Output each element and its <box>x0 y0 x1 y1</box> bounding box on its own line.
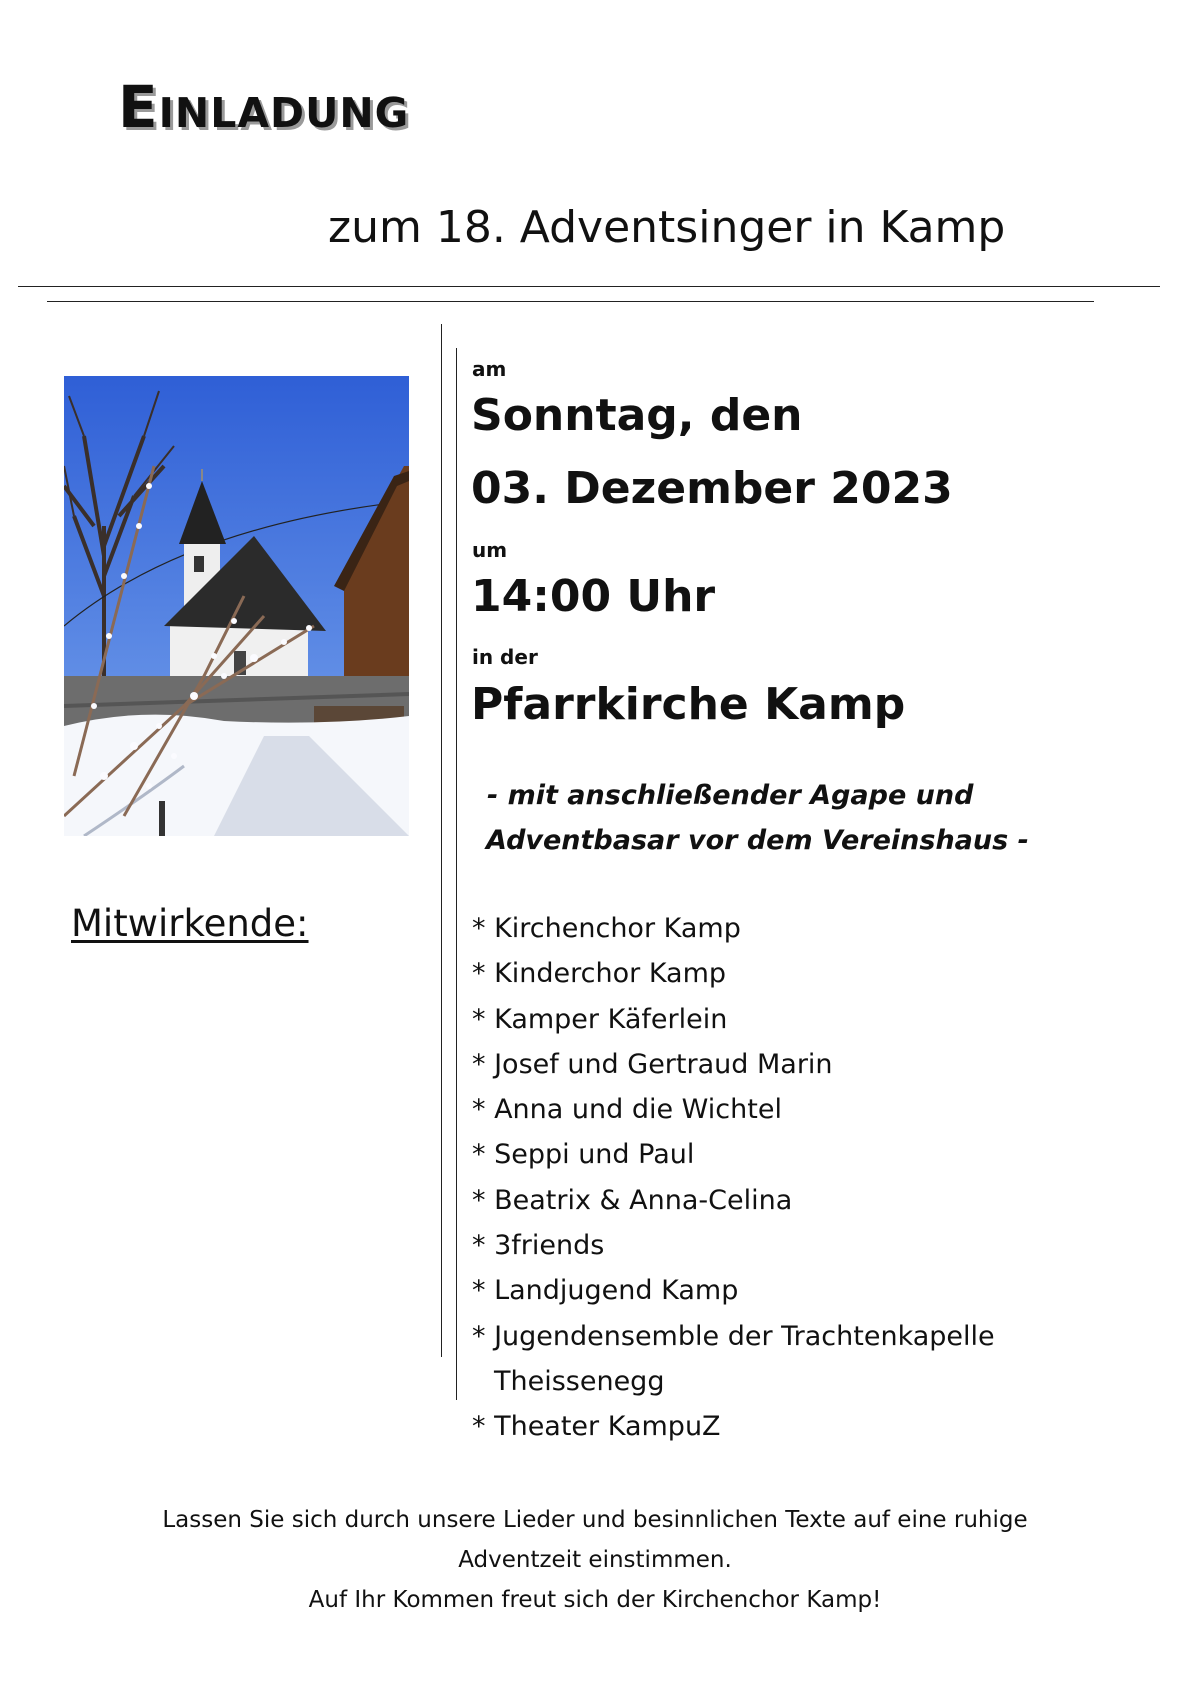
divider-second <box>47 301 1094 302</box>
church-photo <box>64 376 409 836</box>
label-am: am <box>472 357 507 381</box>
list-item: * Landjugend Kamp <box>472 1275 739 1307</box>
list-item: * Anna und die Wichtel <box>472 1094 782 1126</box>
agape-line-1: - mit anschließender Agape und <box>487 780 974 811</box>
event-date: 03. Dezember 2023 <box>471 463 953 514</box>
list-item: * Seppi und Paul <box>472 1139 695 1171</box>
divider-top <box>18 286 1160 287</box>
list-item: * Kinderchor Kamp <box>472 958 727 990</box>
event-place: Pfarrkirche Kamp <box>471 679 906 730</box>
list-item: * Kamper Käferlein <box>472 1003 728 1035</box>
column-divider-left <box>441 324 442 1357</box>
page-title: Einladung <box>118 73 410 141</box>
list-item: * Kirchenchor Kamp <box>472 913 741 944</box>
list-item: * Theater KampuZ <box>472 1411 721 1443</box>
column-divider-right <box>456 348 457 1400</box>
agape-line-2: Adventbasar vor dem Vereinshaus - <box>486 825 1029 856</box>
church-winter-photo-icon <box>64 376 409 836</box>
performers-heading: Mitwirkende: <box>71 902 309 945</box>
event-day: Sonntag, den <box>471 390 803 441</box>
label-um: um <box>472 538 508 562</box>
label-in-der: in der <box>472 645 538 669</box>
event-time: 14:00 Uhr <box>471 571 716 622</box>
list-item: * Josef und Gertraud Marin <box>472 1048 833 1080</box>
performers-list <box>472 906 995 1450</box>
list-item: * Beatrix & Anna-Celina <box>472 1184 793 1216</box>
footer-line-2: Adventzeit einstimmen. <box>458 1547 732 1573</box>
list-item: * 3friends <box>472 1230 605 1262</box>
page-subtitle: zum 18. Adventsinger in Kamp <box>328 202 1006 253</box>
list-item-continuation <box>472 1359 995 1404</box>
footer-line-1: Lassen Sie sich durch unsere Lieder und besinnlichen Texte auf eine ruhige <box>162 1507 1028 1533</box>
footer-text <box>0 1500 1190 1620</box>
list-item: * Jugendensemble der Trachtenkapelle <box>472 1320 995 1352</box>
list-item-continuation-text: Theissenegg <box>494 1365 665 1397</box>
footer-line-3: Auf Ihr Kommen freut sich der Kirchenchor Kamp! <box>308 1587 882 1613</box>
